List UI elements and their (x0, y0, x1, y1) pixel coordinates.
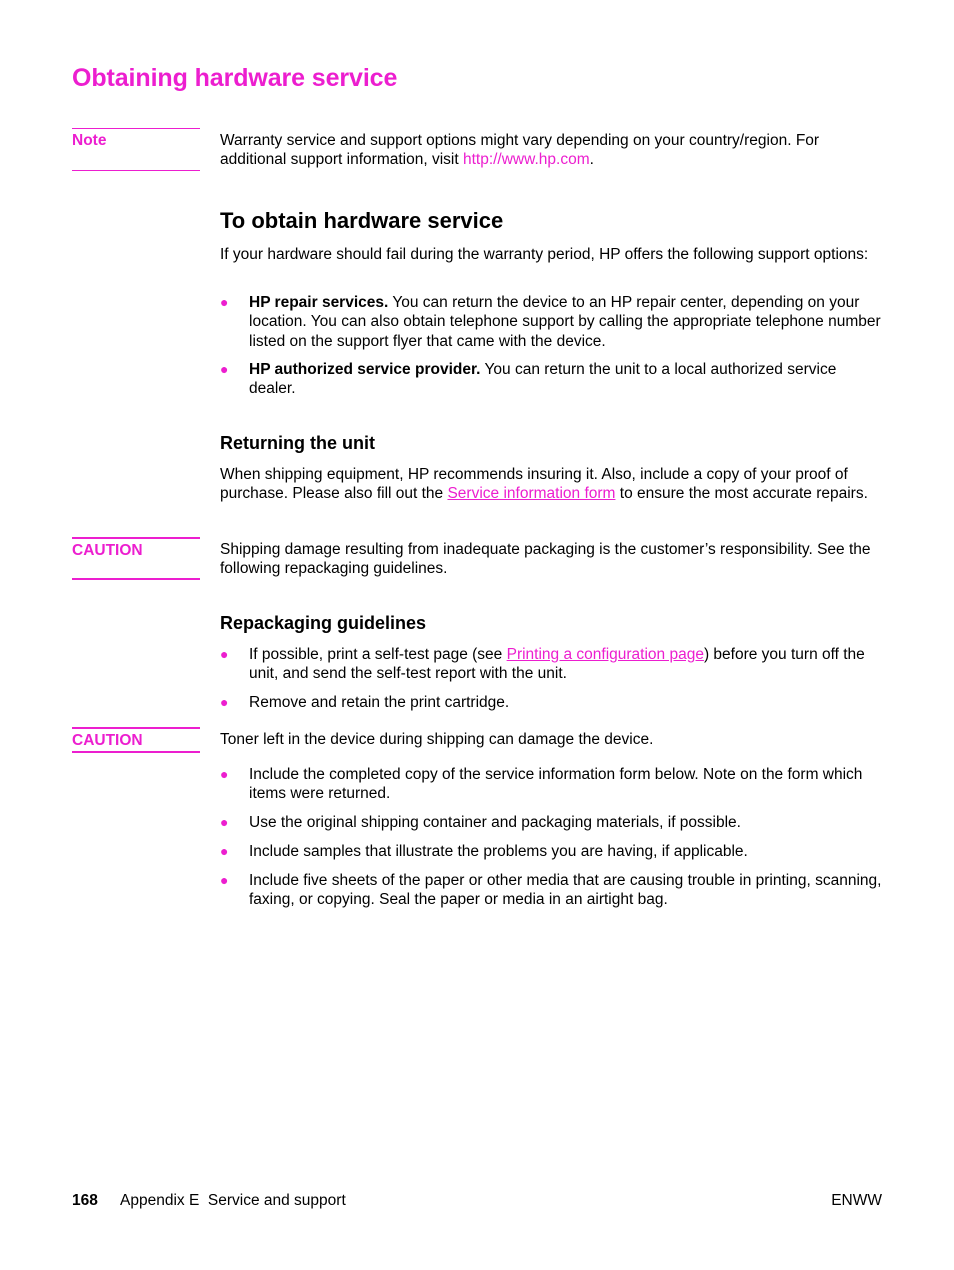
caution-top-rule (72, 537, 200, 539)
bullet-icon: ● (220, 766, 229, 782)
caution-bottom-rule (72, 578, 200, 580)
caution-bottom-rule (72, 751, 200, 753)
footer-code: ENWW (831, 1192, 882, 1209)
bullet-icon: ● (220, 294, 229, 310)
bullet-icon: ● (220, 814, 229, 830)
note-bottom-rule (72, 170, 200, 171)
note-text: Warranty service and support options might vary depending on your country/region. For additional support information, visit http://www.hp.com. (220, 132, 820, 169)
page-number: 168 (72, 1192, 98, 1209)
list-item: ● HP authorized service provider. You can return the unit to a local authorized service dealer. (220, 361, 837, 398)
returning-text: When shipping equipment, HP recommends insuring it. Also, include a copy of your proof of purchase. Please also fill out the Service information form to ensure the most accurate repairs. (220, 466, 868, 503)
service-form-link[interactable]: Service information form (447, 485, 616, 503)
section-title: To obtain hardware service (220, 208, 504, 233)
note-top-rule (72, 128, 200, 129)
list-item: ● Remove and retain the print cartridge. (220, 694, 510, 711)
caution-text: Shipping damage resulting from inadequate packaging is the customer’s responsibility. See the following repackaging guidelines. (220, 541, 871, 578)
caution-top-rule (72, 727, 200, 729)
bullet-icon: ● (220, 843, 229, 859)
footer-chapter: Appendix E Service and support (120, 1192, 346, 1209)
caution-label: CAUTION (72, 732, 143, 749)
section-intro: If your hardware should fail during the warranty period, HP offers the following support options: (220, 246, 869, 263)
caution-label: CAUTION (72, 542, 143, 559)
config-page-link[interactable]: Printing a configuration page (506, 646, 704, 663)
list-item: ● Use the original shipping container and packaging materials, if possible. (220, 814, 741, 831)
list-item: ● If possible, print a self-test page (see Printing a configuration page) before you turn off the unit, and send the self-test report with the unit. (220, 646, 865, 683)
list-item: ● Include the completed copy of the service information form below. Note on the form which items were returned. (220, 766, 863, 803)
note-label: Note (72, 132, 107, 149)
list-item: ● Include five sheets of the paper or other media that are causing trouble in printing, scanning, faxing, or copying. Seal the paper or media in an airtight bag. (220, 872, 882, 909)
bullet-icon: ● (220, 646, 229, 662)
hp-website-link[interactable]: http://www.hp.com (462, 151, 590, 169)
list-item: ● Include samples that illustrate the problems you are having, if applicable. (220, 843, 748, 860)
returning-title: Returning the unit (220, 433, 375, 453)
page-title: Obtaining hardware service (72, 64, 398, 92)
repackaging-title: Repackaging guidelines (220, 613, 427, 633)
bullet-icon: ● (220, 361, 229, 377)
bullet-icon: ● (220, 694, 229, 710)
bullet-icon: ● (220, 872, 229, 888)
list-item: ● HP repair services. You can return the device to an HP repair center, depending on your location. You can also obtain telephone support by calling the appropriate telephone number listed on the support flyer that came with the device. (220, 294, 881, 350)
caution-text: Toner left in the device during shipping can damage the device. (220, 731, 654, 748)
